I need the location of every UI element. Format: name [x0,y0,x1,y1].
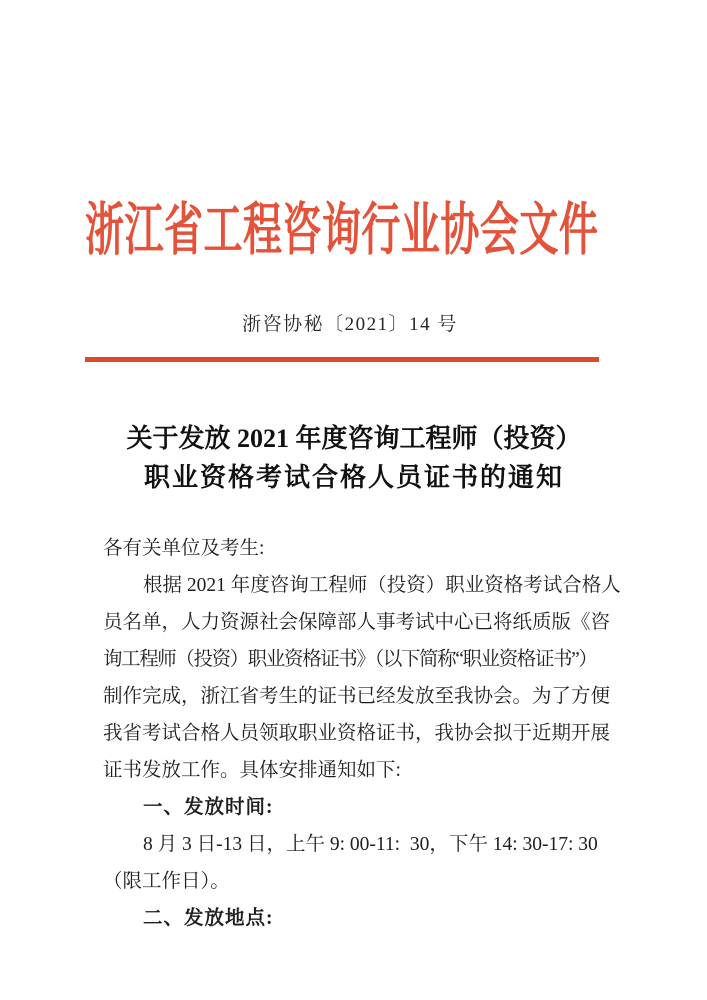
letterhead-char: 咨 [282,199,322,263]
body-line: 询工程师（投资）职业资格证书》（以下简称“职业资格证书”） [103,649,597,670]
notice-title-line: 职业资格考试合格人员证书的通知 [143,463,564,492]
letterhead-char: 件 [558,199,598,263]
body-line: 根据 2021 年度咨询工程师（投资）职业资格考试合格人 [143,575,621,596]
notice-title-line: 关于发放 2021 年度咨询工程师（投资） [126,424,582,453]
document-number: 浙咨协秘〔2021〕14 号 [242,314,458,335]
body-line: 8 月 3 日-13 日，上午 9: 00-11: 30，下午 14: 30-17: 30 [143,834,598,855]
letterhead-char: 文 [519,199,559,263]
body-line: 各有关单位及考生: [103,538,265,559]
letterhead-title [85,184,598,268]
letterhead-char: 业 [400,199,440,263]
letterhead-char: 工 [203,199,243,263]
body-section-heading: 一、发放时间: [143,797,274,818]
letterhead-char: 江 [124,199,164,263]
body-line: 员名单，人力资源社会保障部人事考试中心已将纸质版《咨 [103,612,611,633]
body-line: （限工作日）。 [103,871,230,892]
body-section-heading: 二、发放地点: [143,908,274,929]
body-line: 制作完成，浙江省考生的证书已经发放至我协会。为了方便 [103,686,611,707]
letterhead-char: 询 [321,199,361,263]
body-line: 我省考试合格人员领取职业资格证书，我协会拟于近期开展 [103,723,611,744]
letterhead-char: 行 [361,199,401,263]
letterhead-char: 会 [479,199,519,263]
notice-body [103,530,621,937]
red-divider-line [85,357,599,362]
letterhead-char: 浙 [85,199,125,263]
body-line: 证书发放工作。具体安排通知如下: [103,760,401,781]
letterhead-char: 省 [163,199,203,263]
letterhead-char: 程 [242,199,282,263]
notice-title [54,419,654,497]
letterhead-char: 协 [440,199,480,263]
